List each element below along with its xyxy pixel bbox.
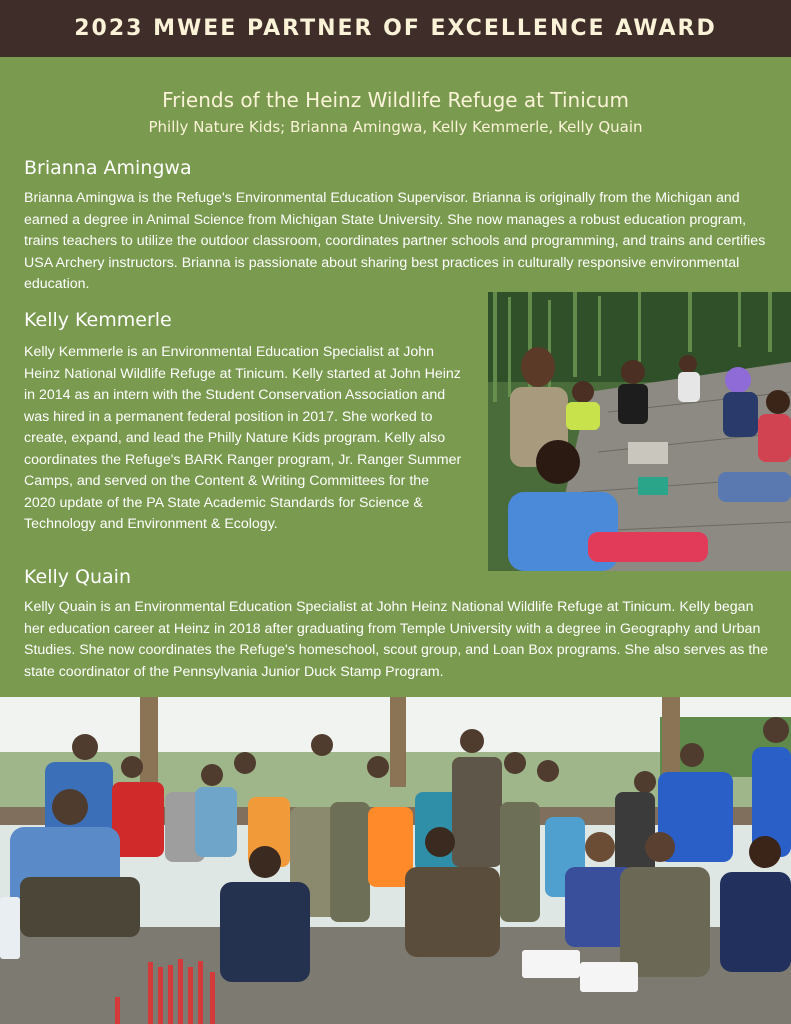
person-name-brianna: Brianna Amingwa [24, 157, 192, 179]
person-name-quain: Kelly Quain [24, 566, 132, 588]
person-bio-quain: Kelly Quain is an Environmental Education Specialist at John Heinz National Wildlife Refuge at Tinicum. Kelly began her education career at Heinz in 2018 after graduating from Temple University with a degree in Geography and Urban Studies. She now coordinates the Refuge's homeschool, scout group, and Loan Box programs. She also serves as the state coordinator of the Pennsylvania Junior Duck Stamp Program. [24, 599, 769, 680]
award-banner [0, 0, 791, 57]
recipients-subtitle: Philly Nature Kids; Brianna Amingwa, Kelly Kemmerle, Kelly Quain [148, 118, 643, 136]
organization-name: Friends of the Heinz Wildlife Refuge at Tinicum [162, 88, 629, 112]
person-name-kemmerle: Kelly Kemmerle [24, 309, 172, 331]
group-photo [0, 697, 791, 1024]
person-bio-brianna: Brianna Amingwa is the Refuge's Environmental Education Supervisor. Brianna is originally from the Michigan and earned a degree in Animal Science from Michigan State University. She now manages a robust education program, trains teachers to utilize the outdoor classroom, coordinates partner schools and programming, and trains and certifies USA Archery instructors. Brianna is passionate about sharing best practices in culturally responsive environmental education. [24, 190, 766, 292]
outdoor-classroom-photo [488, 292, 791, 571]
person-bio-kemmerle: Kelly Kemmerle is an Environmental Education Specialist at John Heinz National Wildlife Refuge at Tinicum. Kelly started at John Heinz in 2014 as an intern with the Student Conservation Association and was hired in a permanent federal position in 2017. She worked to create, expand, and lead the Philly Nature Kids program. Kelly also coordinates the Refuge's BARK Ranger program, Jr. Ranger Summer Camps, and served on the Content & Writing Committees for the 2020 update of the PA State Academic Standards for Science & Technology and Environment & Ecology. [24, 344, 462, 532]
award-title: 2023 MWEE PARTNER OF EXCELLENCE AWARD [74, 16, 717, 41]
